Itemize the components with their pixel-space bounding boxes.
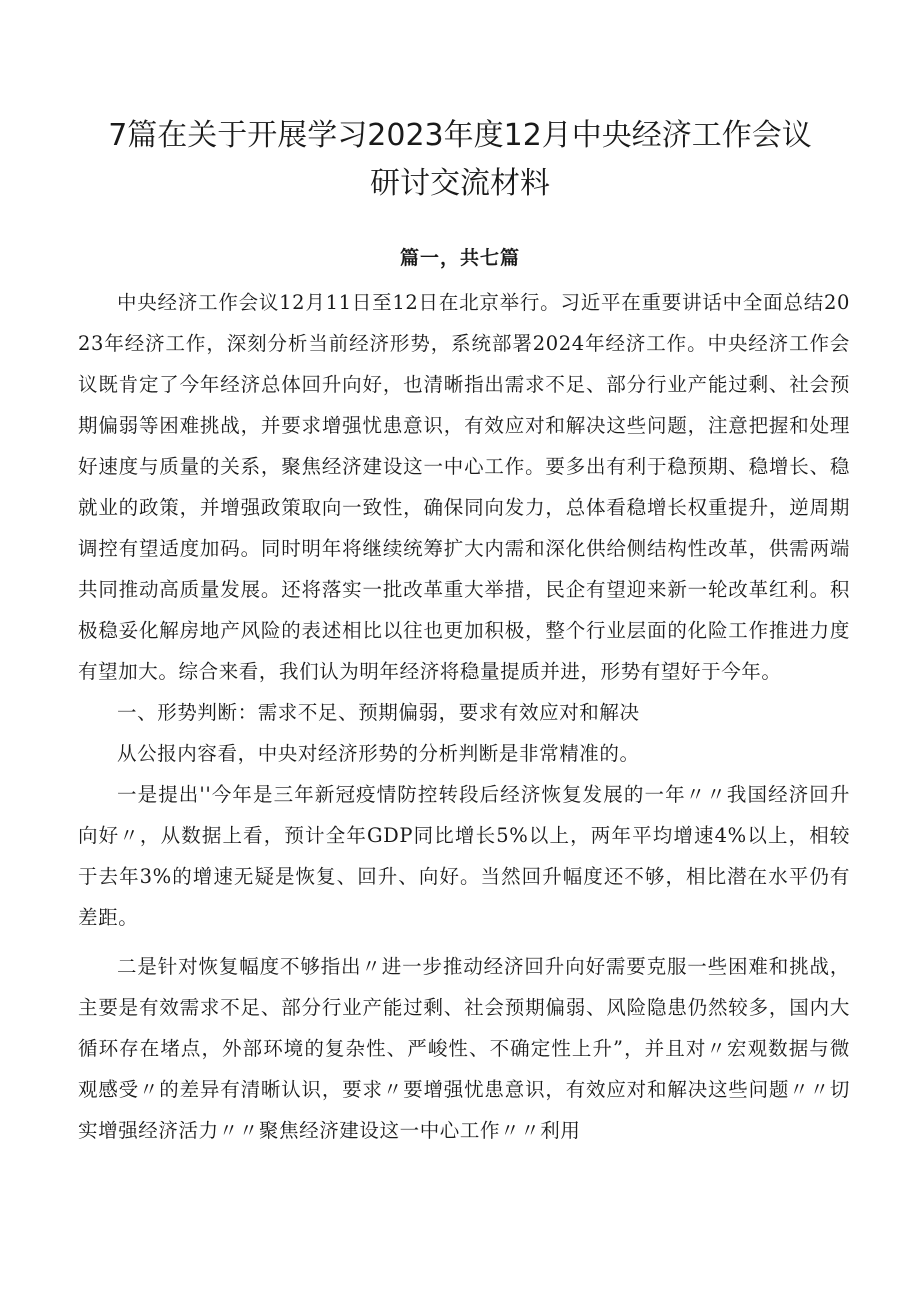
document-title: [60, 112, 860, 208]
document-title-line-2: 研讨交流材料: [370, 166, 550, 201]
paragraph-heading-1: 一、形势判断：需求不足、预期偏弱，要求有效应对和解决: [117, 701, 640, 724]
paragraph-analysis: 从公报内容看，中央对经济形势的分析判断是非常精准的。: [117, 742, 640, 765]
paragraph-intro: 中央经济工作会议12月11日至12日在北京举行。习近平在重要讲话中全面总结2023年经济工作，深刻分析当前经济形势，系统部署2024年经济工作。中央经济工作会议既肯定了今年经济总体回升向好，也清晰指出需求不足、部分行业产能过剩、社会预期偏弱等困难挑战，并要求增强忧患意识，有效应对和解决这些问题，注意把握和处理好速度与质量的关系，聚焦经济建设这一中心工作。要多出有利于稳预期、稳增长、稳就业的政策，并增强政策取向一致性，确保同向发力，总体看稳增长权重提升，逆周期调控有望适度加码。同时明年将继续统筹扩大内需和深化供给侧结构性改革，供需两端共同推动高质量发展。还将落实一批改革重大举措，民企有望迎来新一轮改革红利。积极稳妥化解房地产风险的表述相比以往也更加积极，整个行业层面的化险工作推进力度有望加大。综合来看，我们认为明年经济将稳量提质并进，形势有望好于今年。: [78, 291, 850, 683]
paragraph-point-1: 一是提出''今年是三年新冠疫情防控转段后经济恢复发展的一年〃〃我国经济回升向好〃，从数据上看，预计全年GDP同比增长5%以上，两年平均增速4%以上，相较于去年3%的增速无疑是恢复、回升、向好。当然回升幅度还不够，相比潜在水平仍有差距。: [78, 783, 850, 929]
paragraph-point-2: 二是针对恢复幅度不够指出〃进一步推动经济回升向好需要克服一些困难和挑战，主要是有效需求不足、部分行业产能过剩、社会预期偏弱、风险隐患仍然较多，国内大循环存在堵点，外部环境的复杂性、严峻性、不确定性上升”，并且对〃宏观数据与微观感受〃的差异有清晰认识，要求〃要增强忧患意识，有效应对和解决这些问题〃〃切实增强经济活力〃〃聚焦经济建设这一中心工作〃〃利用: [78, 955, 850, 1142]
section-heading: 篇一，共七篇: [399, 247, 520, 269]
document-body: [78, 282, 850, 1151]
document-title-line-1: 7篇在关于开展学习2023年度12月中央经济工作会议: [108, 118, 812, 153]
